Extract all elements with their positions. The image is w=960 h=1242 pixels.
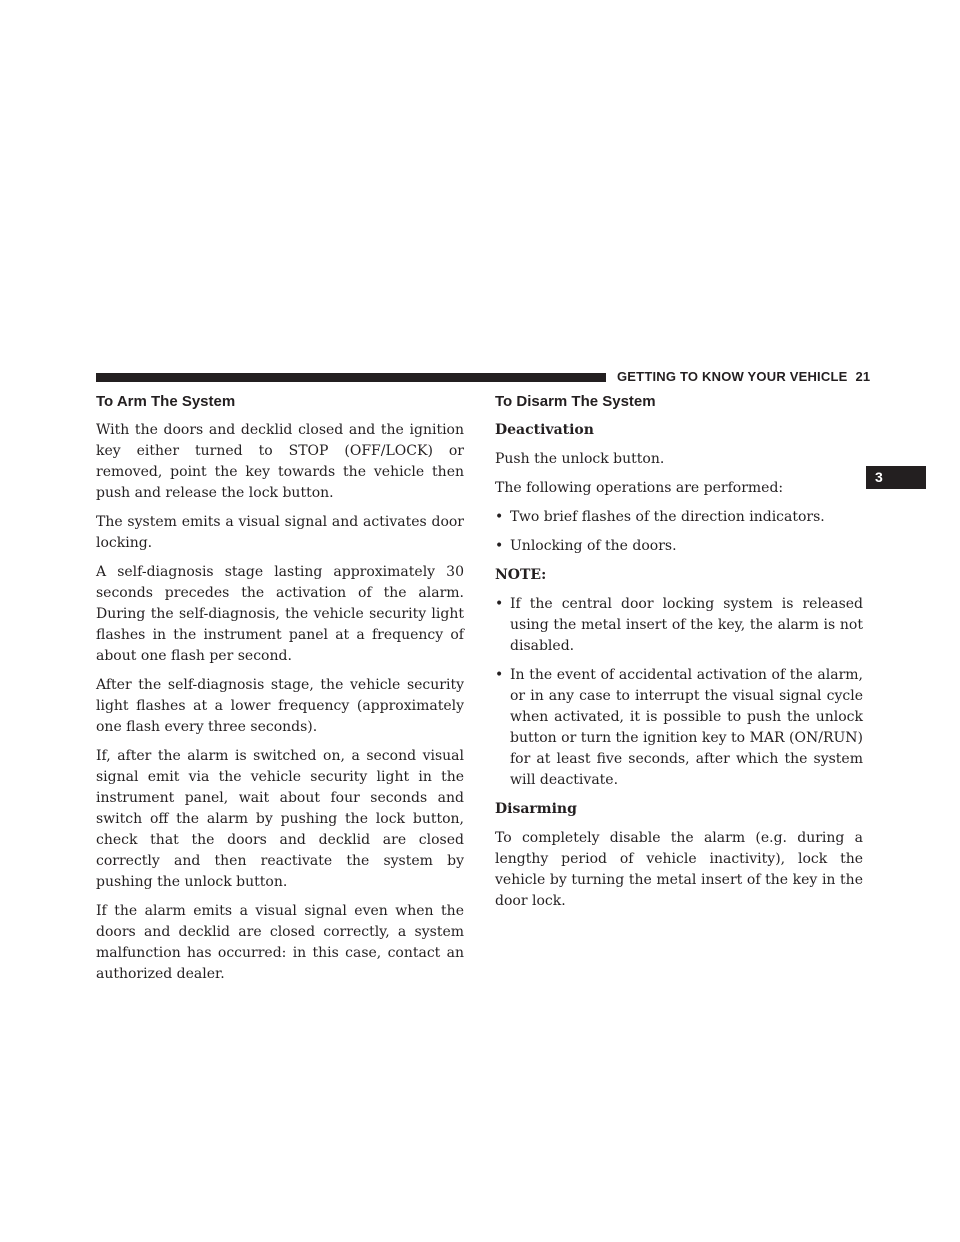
right-column [495,393,863,920]
list-item: • If the central door locking system is released using the metal insert of the key, the alarm is not disabled. [495,596,863,654]
note-heading: NOTE: [495,567,547,583]
running-header [617,369,870,384]
left-column [96,393,464,993]
paragraph: If, after the alarm is switched on, a second visual signal emit via the vehicle security light in the instrument panel, wait about four seconds and switch off the alarm by pushing the lock button, check that the doors and decklid are closed correctly and then reactivate the system by pushing the unlock button. [96,748,464,890]
deactivation-list [495,507,863,557]
header-rule [96,373,606,382]
paragraph: The following operations are performed: [495,480,784,496]
bullet-icon: • [495,538,504,554]
paragraph: After the self-diagnosis stage, the vehicle security light flashes at a lower frequency (approximately one flash every three seconds). [96,677,464,735]
arm-system-heading: To Arm The System [96,393,236,410]
chapter-number: 3 [875,469,883,485]
list-item: • In the event of accidental activation of the alarm, or in any case to interrupt the visual signal cycle when activated, it is possible to push the unlock button or turn the ignition key to MAR (ON/RUN) for at least five seconds, after which the system will deactivate. [495,667,863,788]
section-title: GETTING TO KNOW YOUR VEHICLE [617,369,848,384]
chapter-tab [866,466,926,489]
note-list [495,594,863,791]
disarming-heading: Disarming [495,801,577,817]
list-item: • Unlocking of the doors. [495,536,863,557]
disarm-system-heading: To Disarm The System [495,393,656,410]
paragraph: If the alarm emits a visual signal even when the doors and decklid are closed correctly, a system malfunction has occurred: in this case, contact an authorized dealer. [96,903,464,982]
paragraph: A self-diagnosis stage lasting approximately 30 seconds precedes the activation of the alarm. During the self-diagnosis, the vehicle security light flashes in the instrument panel at a frequency of about one flash per second. [96,564,464,664]
paragraph: To completely disable the alarm (e.g. during a lengthy period of vehicle inactivity), lock the vehicle by turning the metal insert of the key in the door lock. [495,830,863,909]
deactivation-heading: Deactivation [495,422,594,438]
paragraph: The system emits a visual signal and activates door locking. [96,514,464,551]
bullet-icon: • [495,596,504,612]
bullet-icon: • [495,667,504,683]
bullet-icon: • [495,509,504,525]
paragraph: With the doors and decklid closed and the ignition key either turned to STOP (OFF/LOCK) or removed, point the key towards the vehicle then push and release the lock button. [96,422,464,501]
list-item: • Two brief flashes of the direction indicators. [495,507,863,528]
paragraph: Push the unlock button. [495,451,665,467]
page-number: 21 [855,369,871,384]
